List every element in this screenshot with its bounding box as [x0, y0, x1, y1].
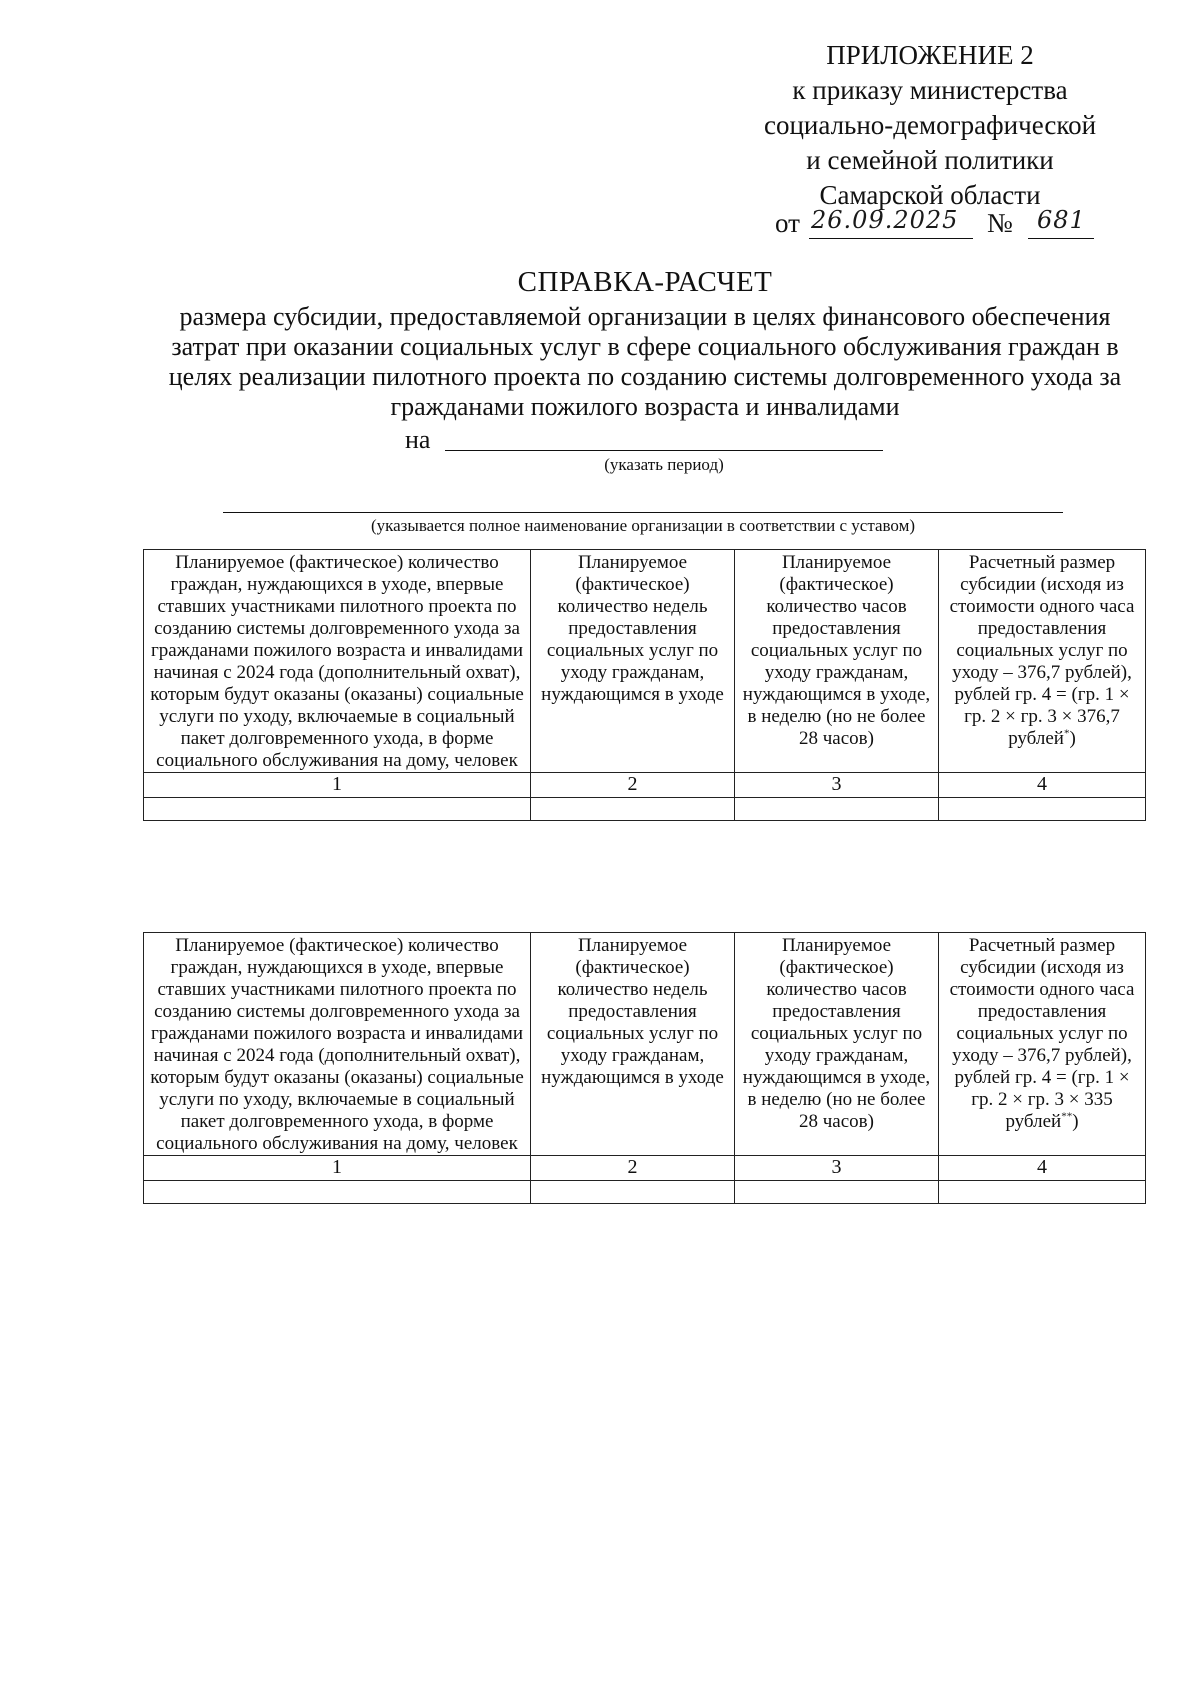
appendix-line: социально-демографической — [763, 110, 1097, 140]
header-cell-citizens: Планируемое (фактическое) количество граждан, нуждающихся в уходе, впервые ставших участниками пилотного проекта по созданию системы долговременного ухода за гражданами пожилого возраста и инвалидами начиная с 2024 года (дополнительный охват), которым будут оказаны (оказаны) социальные услуги по уходу, включаемые в социальный пакет долговременного ухода, в форме социального обслуживания на дому, человек — [144, 933, 531, 1156]
document-title: СПРАВКА-РАСЧЕТ — [517, 266, 773, 298]
data-row — [144, 798, 1146, 821]
header-cell-weeks: Планируемое (фактическое) количество недель предоставления социальных услуг по уходу гражданам, нуждающимся в уходе — [531, 550, 735, 773]
order-date-handwritten: 26.09.2025 — [811, 206, 959, 234]
appendix-line: Самарской области — [819, 180, 1041, 210]
data-cell[interactable] — [735, 798, 939, 821]
column-number-row — [144, 1156, 1146, 1181]
appendix-line: и семейной политики — [806, 145, 1054, 175]
organization-field[interactable] — [223, 512, 1063, 513]
column-number: 2 — [531, 1156, 735, 1181]
data-cell[interactable] — [939, 798, 1146, 821]
header-cell-hours: Планируемое (фактическое) количество часов предоставления социальных услуг по уходу гражданам, нуждающимся в уходе, в неделю (но не более 28 часов) — [735, 933, 939, 1156]
data-row — [144, 1181, 1146, 1204]
formula-close: ) — [1069, 728, 1076, 749]
data-cell[interactable] — [939, 1181, 1146, 1204]
data-cell[interactable] — [531, 798, 735, 821]
order-date-underline — [809, 238, 973, 239]
appendix-title: ПРИЛОЖЕНИЕ 2 — [826, 40, 1034, 70]
column-number: 1 — [144, 773, 531, 798]
period-hint: (указать период) — [604, 455, 724, 474]
order-number-handwritten: 681 — [1037, 206, 1086, 234]
header-cell-subsidy — [939, 933, 1146, 1156]
subsidy-formula: Расчетный размер субсидии (исходя из стоимости одного часа предоставления социальных услуг по уходу – 376,7 рублей), рублей гр. 4 = (гр. 1 × гр. 2 × гр. 3 × 335 рублей — [949, 935, 1135, 1132]
column-number: 2 — [531, 773, 735, 798]
column-number: 3 — [735, 1156, 939, 1181]
footnote-mark: * — [1063, 727, 1070, 740]
calculation-table-1 — [143, 549, 1146, 821]
column-number-row — [144, 773, 1146, 798]
header-cell-subsidy — [939, 550, 1146, 773]
column-number: 3 — [735, 773, 939, 798]
data-cell[interactable] — [735, 1181, 939, 1204]
period-prefix: на — [405, 425, 431, 454]
header-cell-weeks: Планируемое (фактическое) количество недель предоставления социальных услуг по уходу гражданам, нуждающимся в уходе — [531, 933, 735, 1156]
header-cell-hours: Планируемое (фактическое) количество часов предоставления социальных услуг по уходу гражданам, нуждающимся в уходе, в неделю (но не более 28 часов) — [735, 550, 939, 773]
header-row — [144, 933, 1146, 1156]
header-cell-citizens: Планируемое (фактическое) количество граждан, нуждающихся в уходе, впервые ставших участниками пилотного проекта по созданию системы долговременного ухода за гражданами пожилого возраста и инвалидами начиная с 2024 года (дополнительный охват), которым будут оказаны (оказаны) социальные услуги по уходу, включаемые в социальный пакет долговременного ухода, в форме социального обслуживания на дому, человек — [144, 550, 531, 773]
data-cell[interactable] — [144, 798, 531, 821]
document-subtitle: размера субсидии, предоставляемой организации в целях финансового обеспечения затрат при оказании социальных услуг в сфере социального обслуживания граждан в целях реализации пилотного проекта по созданию системы долговременного ухода за гражданами пожилого возраста и инвалидами — [168, 302, 1122, 421]
order-date-prefix: от — [775, 208, 800, 238]
order-number-underline — [1028, 238, 1094, 239]
column-number: 4 — [939, 773, 1146, 798]
period-field[interactable] — [445, 450, 883, 451]
data-cell[interactable] — [531, 1181, 735, 1204]
subsidy-formula: Расчетный размер субсидии (исходя из стоимости одного часа предоставления социальных услуг по уходу – 376,7 рублей), рублей гр. 4 = (гр. 1 × гр. 2 × гр. 3 × 376,7 рублей — [949, 552, 1135, 749]
data-cell[interactable] — [144, 1181, 531, 1204]
formula-close: ) — [1072, 1111, 1079, 1132]
calculation-table-2 — [143, 932, 1146, 1204]
appendix-line: к приказу министерства — [792, 75, 1068, 105]
footnote-mark: ** — [1061, 1110, 1073, 1123]
order-reference — [775, 208, 1105, 244]
column-number: 1 — [144, 1156, 531, 1181]
organization-hint: (указывается полное наименование организации в соответствии с уставом) — [370, 516, 916, 535]
order-number-sign: № — [987, 208, 1013, 238]
header-row — [144, 550, 1146, 773]
column-number: 4 — [939, 1156, 1146, 1181]
appendix-header — [740, 38, 1120, 213]
